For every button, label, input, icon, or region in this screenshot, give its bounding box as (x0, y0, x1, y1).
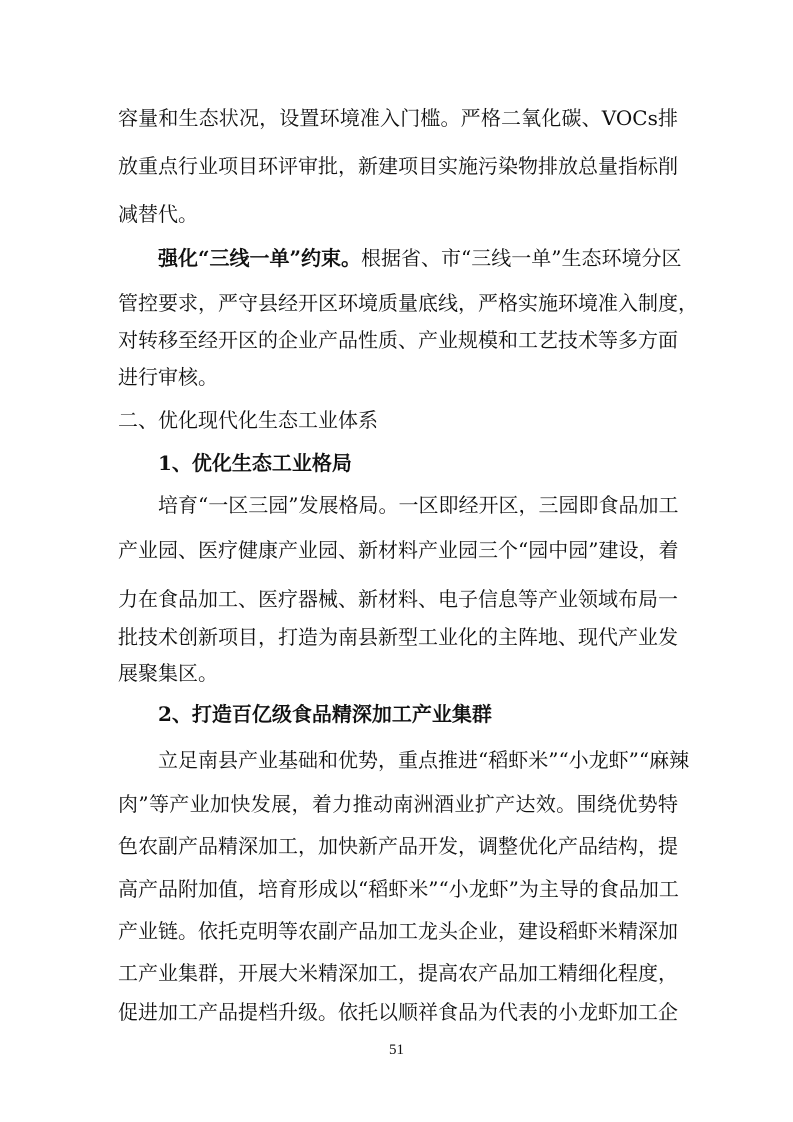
subsection-2-line-1: 立足南县产业基础和优势，重点推进“稻虾米”“小龙虾”“麻辣 (158, 748, 690, 772)
subsection-2-heading: 2、打造百亿级食品精深加工产业集群 (158, 702, 492, 726)
subsection-1-line-1: 培育“一区三园”发展格局。一区即经开区，三园即食品加工 (158, 493, 679, 517)
subsection-2-line-6: 工产业集群，开展大米精深加工，提高农产品加工精细化程度， (118, 961, 678, 985)
subsection-2-line-7: 促进加工产品提档升级。依托以顺祥食品为代表的小龙虾加工企 (118, 1000, 678, 1024)
paragraph-1-line-2: 放重点行业项目环评审批，新建项目实施污染物排放总量指标削 (118, 154, 678, 178)
paragraph-2-line-2: 管控要求，严守县经开区环境质量底线，严格实施环境准入制度， (118, 291, 698, 315)
paragraph-2-line-4: 进行审核。 (118, 365, 218, 389)
paragraph-2-first-line-rest: 根据省、市“三线一单”生态环境分区 (361, 246, 682, 270)
subsection-1-heading: 1、优化生态工业格局 (158, 451, 352, 475)
paragraph-2-line-1 (158, 243, 682, 273)
section-heading: 二、优化现代化生态工业体系 (118, 408, 378, 432)
paragraph-1-line-3: 减替代。 (118, 202, 198, 226)
subsection-2-line-2: 肉”等产业加快发展，着力推动南洲酒业扩产达效。围绕优势特 (118, 792, 678, 816)
paragraph-1-line-1: 容量和生态状况，设置环境准入门槛。严格二氧化碳、VOCs排 (118, 106, 678, 130)
page-number: 51 (389, 1042, 404, 1058)
subsection-2-line-3: 色农副产品精深加工，加快新产品开发，调整优化产品结构，提 (118, 834, 678, 858)
subsection-2-line-4: 高产品附加值，培育形成以“稻虾米”“小龙虾”为主导的食品加工 (118, 877, 679, 901)
subsection-2-line-5: 产业链。依托克明等农副产品加工龙头企业，建设稻虾米精深加 (118, 919, 678, 943)
subsection-1-line-5: 展聚集区。 (118, 661, 218, 685)
subsection-1-line-4: 批技术创新项目，打造为南县新型工业化的主阵地、现代产业发 (118, 625, 678, 649)
paragraph-2-line-3: 对转移至经开区的企业产品性质、产业规模和工艺技术等多方面 (118, 328, 678, 352)
subsection-1-line-3: 力在食品加工、医疗器械、新材料、电子信息等产业领域布局一 (118, 587, 678, 611)
subsection-1-line-2: 产业园、医疗健康产业园、新材料产业园三个“园中园”建设，着 (118, 538, 679, 562)
paragraph-2-lead: 强化“三线一单”约束。 (158, 246, 362, 270)
